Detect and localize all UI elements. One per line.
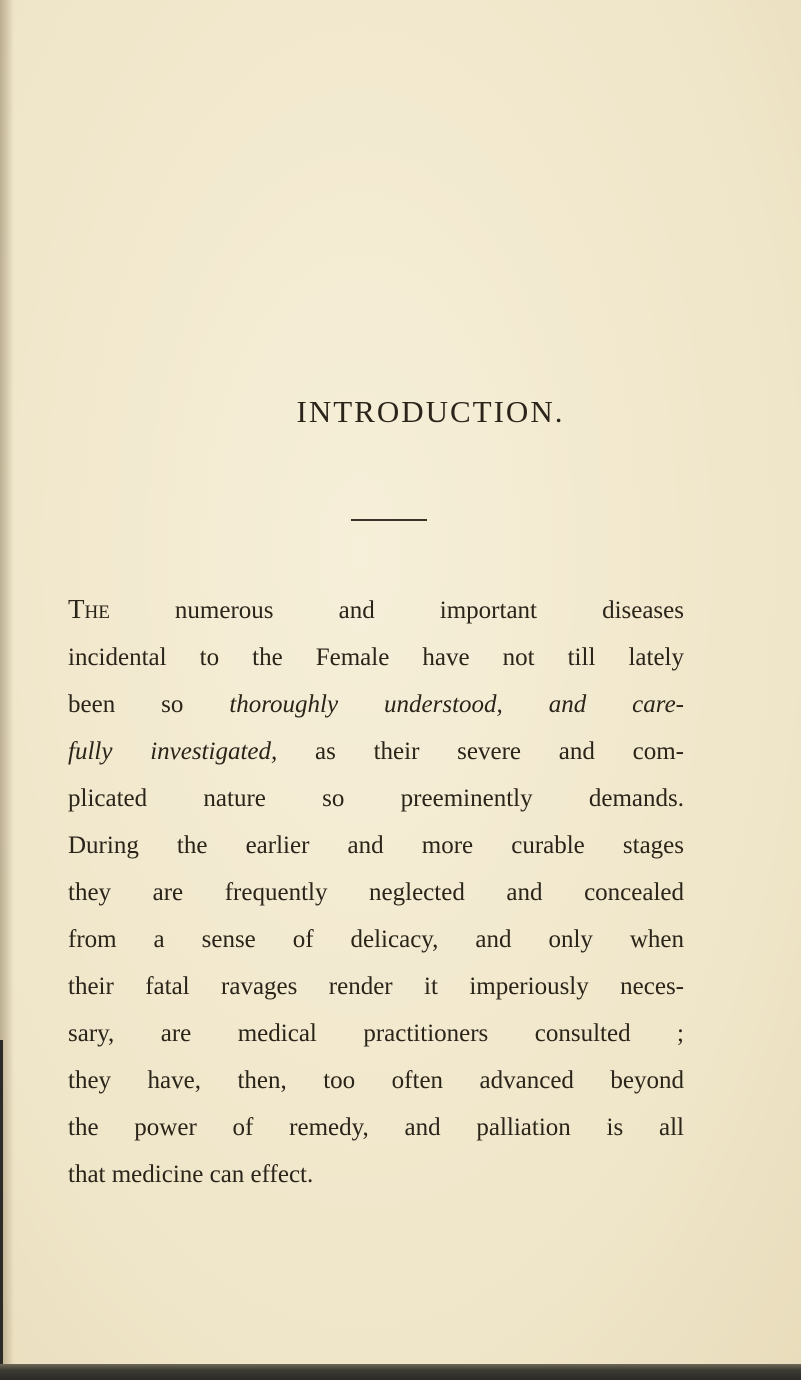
text-line: [68, 634, 684, 681]
text-line: [68, 963, 684, 1010]
text-run: as their severe and com-: [277, 738, 684, 765]
italic-text: thoroughly understood, and care-: [229, 691, 685, 718]
text-line: [68, 775, 684, 822]
text-run: the power of remedy, and palliation is all: [68, 1114, 684, 1141]
text-line: [68, 586, 684, 634]
text-line: [68, 1151, 684, 1198]
text-line: [68, 1057, 684, 1104]
text-run: plicated nature so preeminently demands.: [68, 785, 684, 812]
introduction-paragraph: [68, 586, 684, 1198]
text-run: their fatal ravages render it imperiously neces-: [68, 973, 684, 1000]
smallcaps-text: The: [68, 594, 110, 624]
page-edge-stripe: [0, 1040, 3, 1380]
text-run: sary, are medical practitioners consulted ;: [68, 1020, 684, 1047]
text-run: numerous and important diseases: [109, 597, 684, 624]
bottom-page-edge: [0, 1364, 801, 1380]
text-line: [68, 916, 684, 963]
text-line: [68, 1104, 684, 1151]
text-line: [68, 869, 684, 916]
chapter-heading: [0, 394, 801, 430]
text-run: During the earlier and more curable stages: [68, 832, 684, 859]
heading-rule: [351, 519, 427, 521]
text-run: been so: [68, 691, 230, 718]
text-line: [68, 1010, 684, 1057]
text-line: [68, 681, 684, 728]
text-run: they are frequently neglected and concealed: [68, 879, 684, 906]
chapter-heading-text: INTRODUCTION.: [296, 394, 565, 429]
text-run: incidental to the Female have not till lately: [68, 644, 684, 671]
text-run: from a sense of delicacy, and only when: [68, 926, 684, 953]
text-run: they have, then, too often advanced beyond: [68, 1067, 684, 1094]
text-run: that medicine can effect.: [68, 1161, 314, 1188]
italic-text: fully investigated,: [68, 738, 278, 765]
text-line: [68, 822, 684, 869]
text-line: [68, 728, 684, 775]
